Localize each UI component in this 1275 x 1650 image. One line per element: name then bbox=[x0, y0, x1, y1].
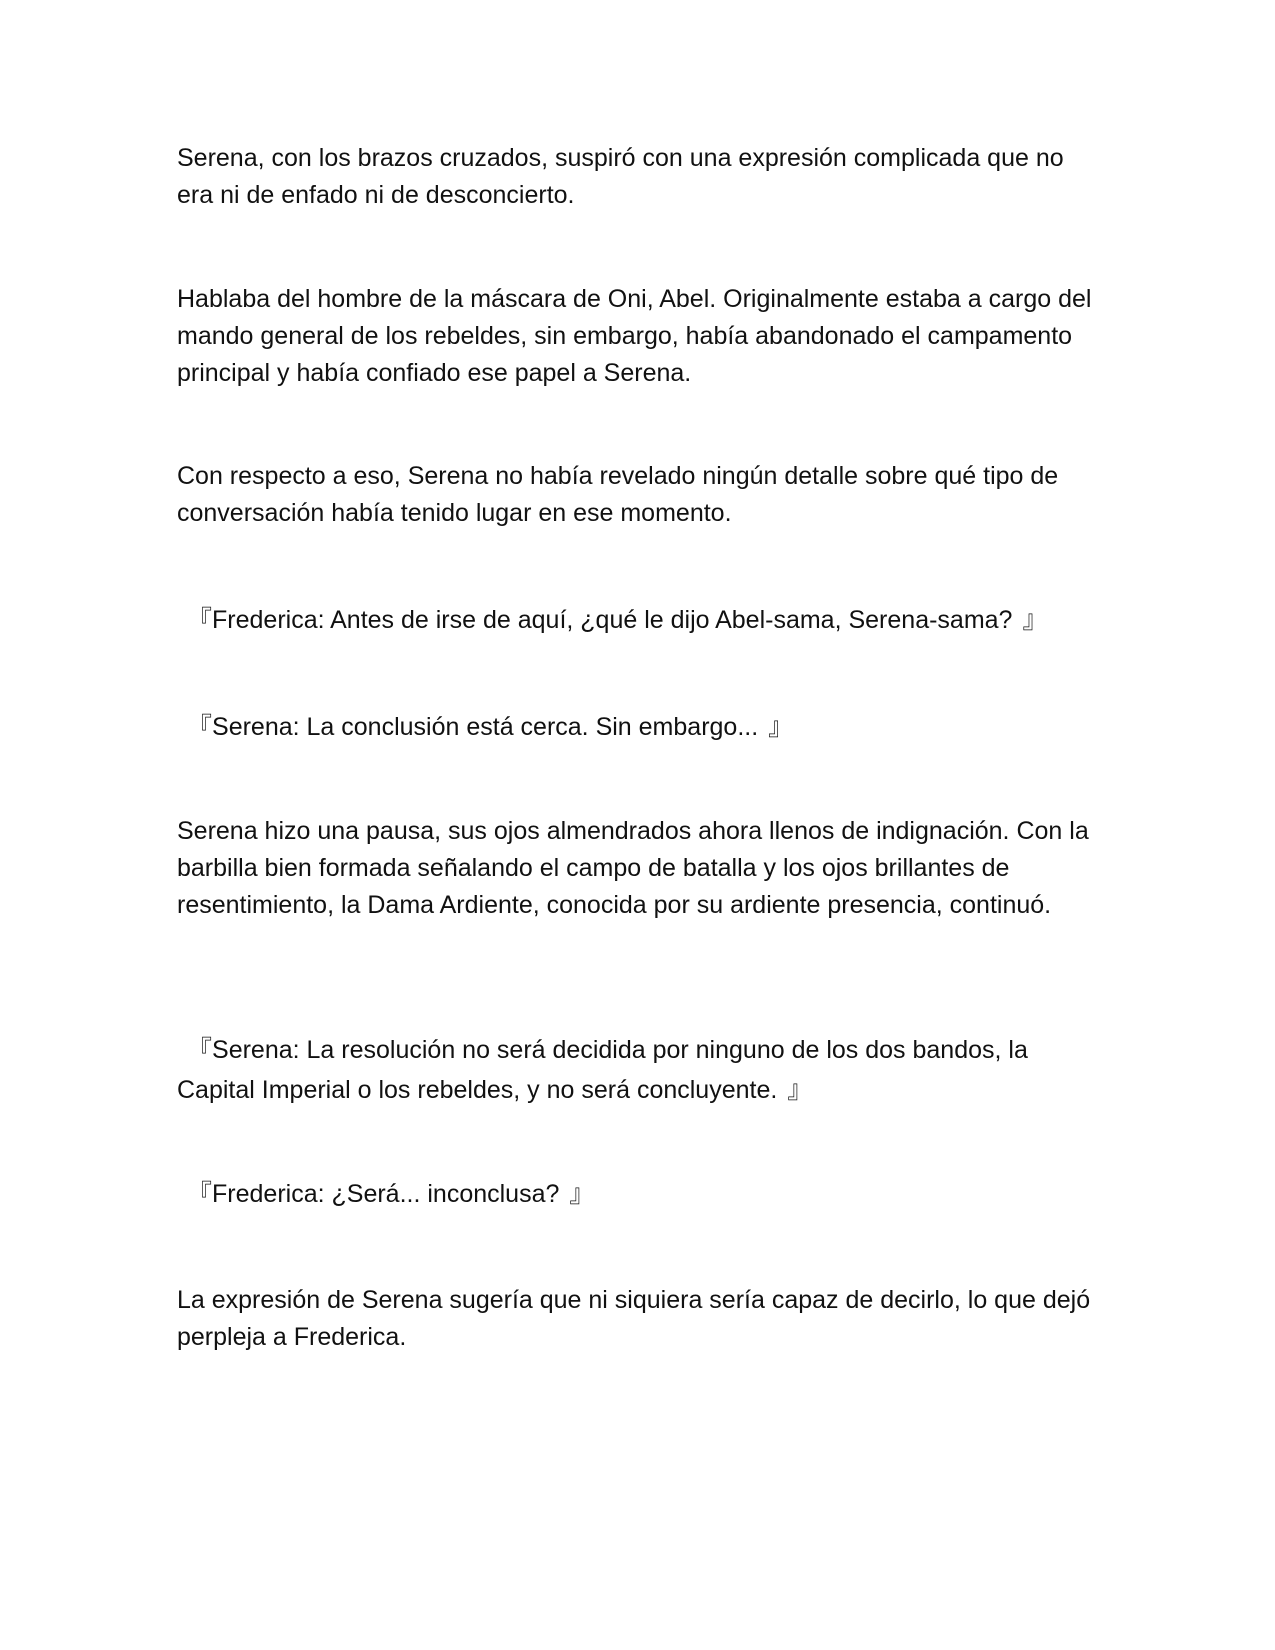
close-quote-bracket: 』 bbox=[569, 1179, 595, 1208]
dialogue-line bbox=[177, 1030, 1097, 1110]
close-quote-bracket: 』 bbox=[768, 712, 794, 741]
dialogue-line bbox=[177, 601, 1097, 639]
dialogue-text: Serena: La resolución no será decidida por ninguno de los dos bandos, la Capital Imperial o los rebeldes, y no será concluyente. bbox=[177, 1036, 1028, 1104]
open-quote-bracket: 『 bbox=[187, 712, 213, 741]
narration-paragraph: Con respecto a eso, Serena no había revelado ningún detalle sobre qué tipo de conversación había tenido lugar en ese momento. bbox=[177, 462, 1059, 527]
narration-paragraph: La expresión de Serena sugería que ni siquiera sería capaz de decirlo, lo que dejó perpleja a Frederica. bbox=[177, 1286, 1091, 1351]
open-quote-bracket: 『 bbox=[187, 1035, 213, 1064]
dialogue-line bbox=[177, 708, 1097, 746]
close-quote-bracket: 』 bbox=[787, 1075, 813, 1104]
close-quote-bracket: 』 bbox=[1022, 605, 1048, 634]
open-quote-bracket: 『 bbox=[187, 1179, 213, 1208]
narration-paragraph: Serena, con los brazos cruzados, suspiró con una expresión complicada que no era ni de enfado ni de desconcierto. bbox=[177, 144, 1064, 209]
dialogue-text: Frederica: Antes de irse de aquí, ¿qué le dijo Abel-sama, Serena-sama? bbox=[212, 606, 1013, 634]
dialogue-text: Frederica: ¿Será... inconclusa? bbox=[212, 1180, 560, 1208]
dialogue-line bbox=[177, 1175, 1097, 1213]
open-quote-bracket: 『 bbox=[187, 605, 213, 634]
dialogue-text: Serena: La conclusión está cerca. Sin embargo... bbox=[212, 713, 759, 741]
narration-paragraph: Hablaba del hombre de la máscara de Oni, Abel. Originalmente estaba a cargo del mando general de los rebeldes, sin embargo, había abandonado el campamento principal y había confiado ese papel a Serena. bbox=[177, 285, 1092, 387]
narration-paragraph: Serena hizo una pausa, sus ojos almendrados ahora llenos de indignación. Con la barbilla bien formada señalando el campo de batalla y los ojos brillantes de resentimiento, la Dama Ardiente, conocida por su ardiente presencia, continuó. bbox=[177, 817, 1089, 919]
